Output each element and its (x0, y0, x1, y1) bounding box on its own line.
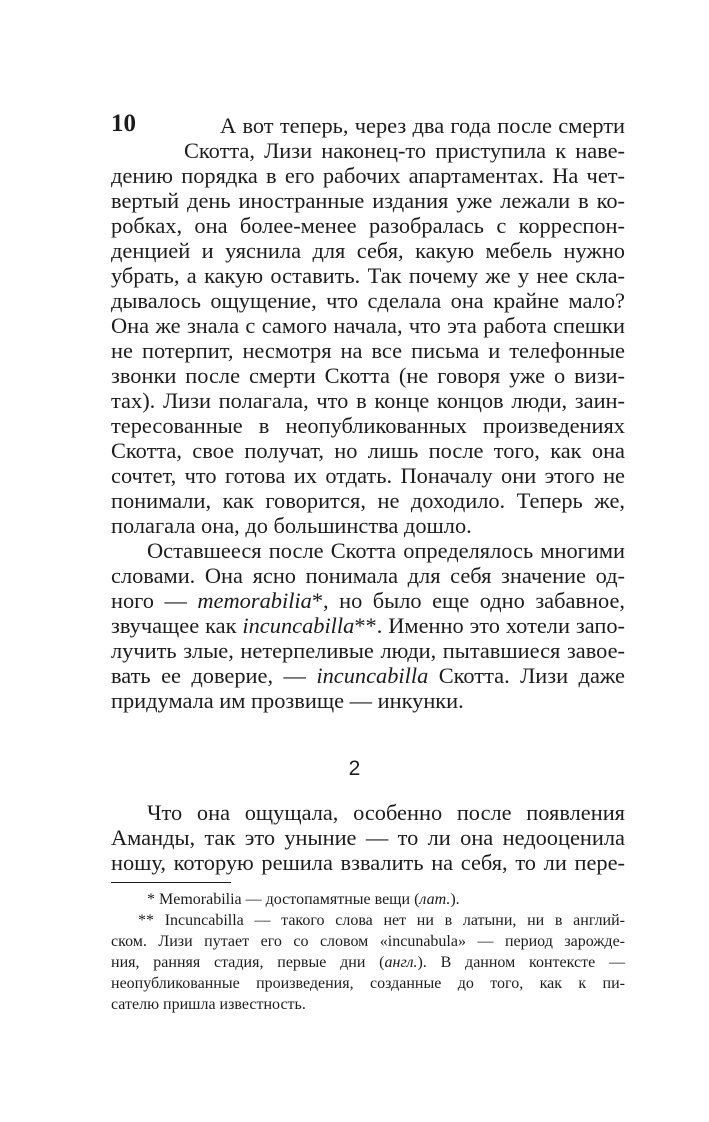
italic-term: memorabilia (197, 588, 312, 613)
text-line: лучить злые, нетерпеливые люди, пытавшиеся завое- (111, 638, 625, 663)
footnote-rule (111, 882, 231, 883)
footnote-line (111, 953, 625, 973)
text-line: Оставшееся после Скотта определялось многими (147, 538, 625, 563)
text-line: словами. Она ясно понимала для себя значение од- (111, 563, 625, 588)
footnote-line: сателю пришла известность. (111, 996, 306, 1013)
text-line: придумала им прозвище — инкунки. (111, 688, 464, 713)
text-line (111, 664, 625, 688)
italic-term: incuncabilla (242, 613, 355, 638)
text-span: ного — (111, 588, 198, 613)
footnote-line: ском. Лизи путает его со словом «incunabula» — период зарожде- (111, 933, 625, 950)
text-line: дывалось ощущение, что сделала она крайне мало? (111, 288, 625, 313)
text-line: тах). Лизи полагала, что в конце концов люди, заин- (111, 388, 625, 413)
text-span: ния, ранняя стадия, первые дни ( (111, 954, 385, 971)
text-span: ). В данном контексте — (417, 954, 626, 971)
italic-term: англ. (384, 954, 418, 971)
text-line: полагала она, до большинства дошло. (111, 513, 472, 538)
footnote-line: неопубликованные произведения, созданные до того, как к пи- (111, 975, 625, 992)
text-span: **. Именно это хотели запо- (354, 613, 626, 638)
text-line: убрать, а какую оставить. Так почему же у нее скла- (111, 263, 625, 288)
text-span: вать ее доверие, — (111, 663, 317, 688)
text-line: сочтет, что готова их отдать. Поначалу они этого не (111, 463, 625, 488)
text-line (111, 614, 625, 638)
text-span: звучащее как (111, 613, 243, 638)
text-line: ношу, которую решила взвалить на себя, то ли пере- (111, 850, 625, 875)
text-line (111, 589, 625, 613)
text-line: А вот теперь, через два года после смерти (220, 113, 625, 138)
text-line: вертый день иностранные издания уже лежали в ко- (111, 188, 625, 213)
text-span: ). (450, 891, 460, 908)
text-line: Она же знала с самого начала, что эта работа спешки (111, 313, 625, 338)
text-line: денцией и уяснила для себя, какую мебель нужно (111, 238, 625, 263)
text-line: Аманды, так это уныние — то ли она недооценила (111, 825, 625, 850)
text-span: *, но было еще одно забавное, (311, 588, 625, 613)
text-line: Скотта, свое получат, но лишь после того, как она (111, 438, 625, 463)
text-span: Скотта. Лизи даже (428, 663, 625, 688)
italic-term: лат. (419, 891, 451, 908)
text-line: понимали, как говорится, не доходило. Теперь же, (111, 488, 625, 513)
text-line: Скотта, Лизи наконец-то приступила к наве- (184, 138, 625, 163)
text-line: дению порядка в его рабочих апартаментах. На чет- (111, 163, 625, 188)
text-line: не потерпит, несмотря на все письма и телефонные (111, 338, 625, 363)
footnote-line (147, 890, 460, 910)
text-line: Что она ощущала, особенно после появления (147, 800, 625, 825)
text-line: робках, она более-менее разобралась с корреспон- (111, 213, 625, 238)
text-line: тересованные в неопубликованных произведениях (111, 413, 625, 438)
footnote-line: ** Incuncabilla — такого слова нет ни в латыни, ни в англий- (138, 912, 625, 929)
page-number: 10 (111, 110, 136, 137)
chapter-number: 2 (348, 757, 361, 780)
text-span: * Memorabilia — достопамятные вещи ( (147, 891, 420, 908)
text-line: звонки после смерти Скотта (не говоря уже о визи- (111, 363, 625, 388)
italic-term: incuncabilla (316, 663, 429, 688)
